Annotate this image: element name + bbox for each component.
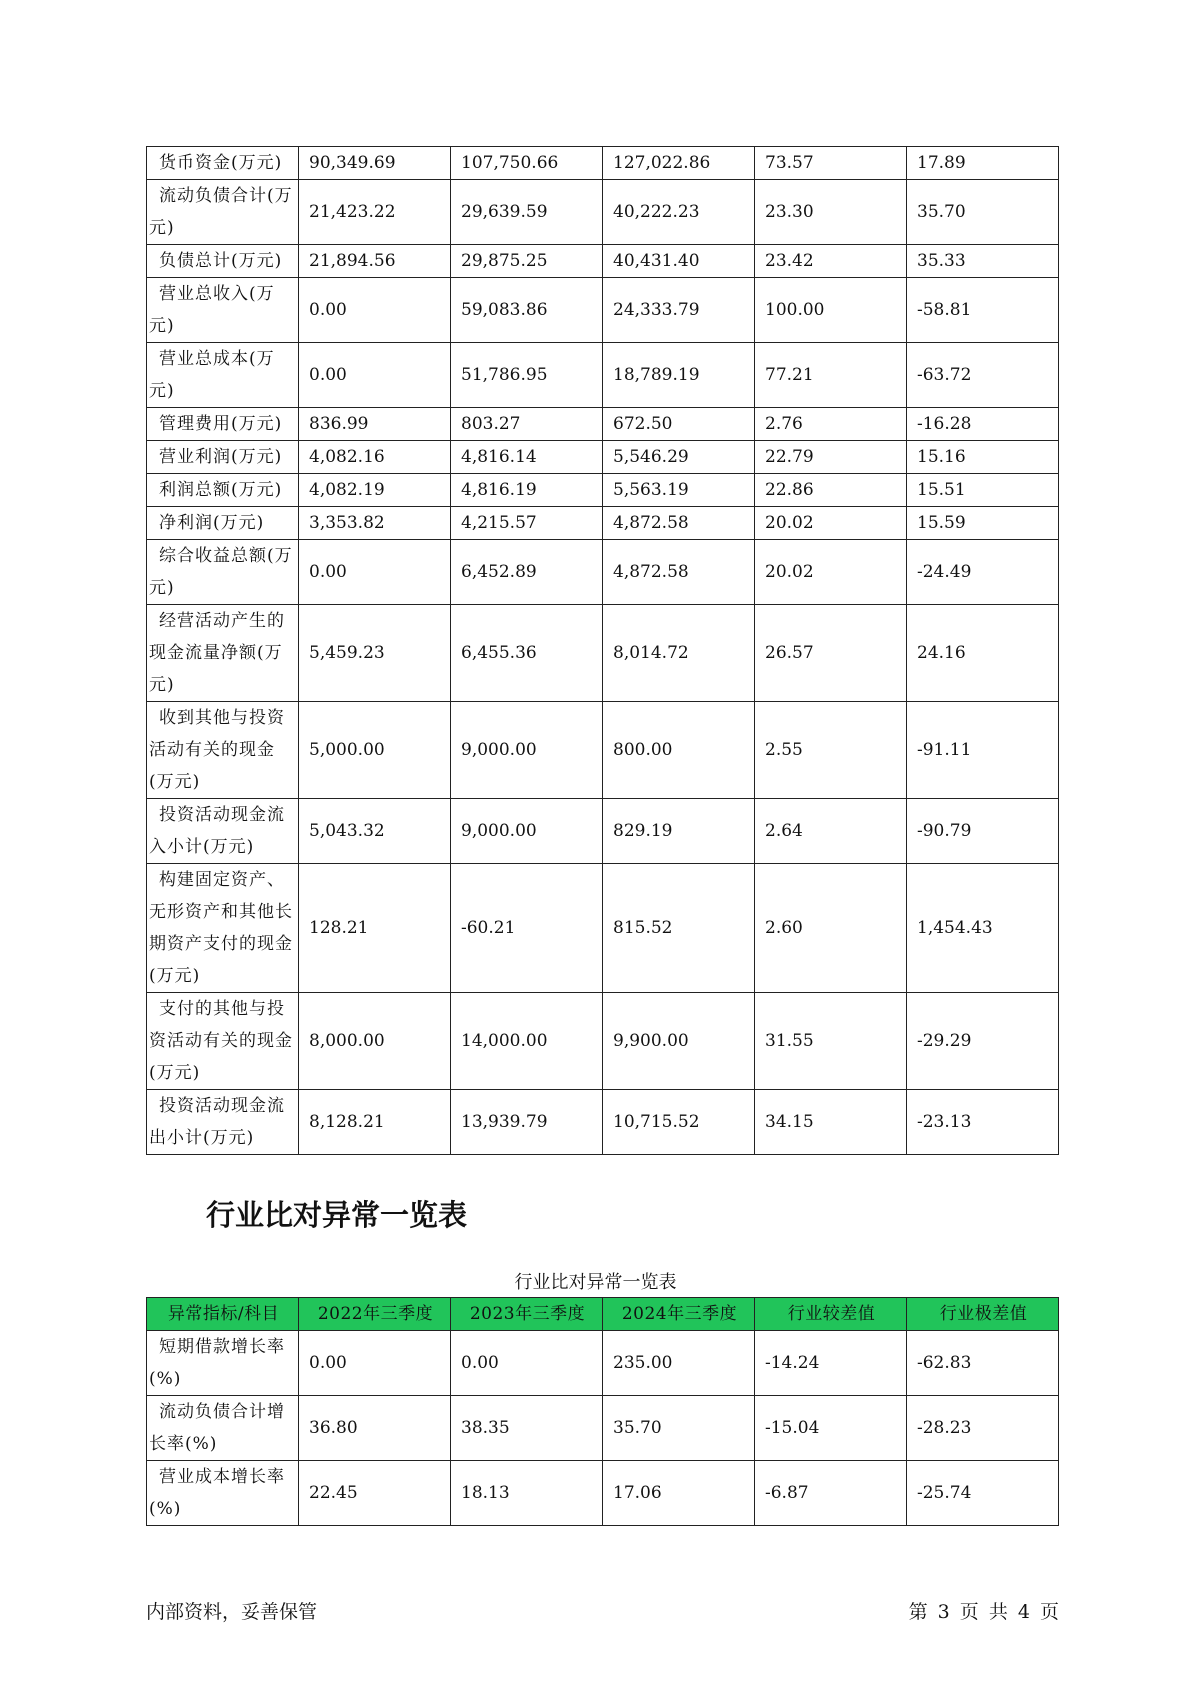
cell-2024: 18,789.19 — [603, 343, 755, 408]
cell-2022: 0.00 — [299, 343, 451, 408]
cell-industry-poor: 20.02 — [755, 540, 907, 605]
industry-comparison-table — [146, 1297, 1059, 1526]
cell-2022: 22.45 — [299, 1461, 451, 1526]
table-row — [147, 1461, 1059, 1526]
cell-2022: 128.21 — [299, 864, 451, 993]
cell-2023: 0.00 — [451, 1331, 603, 1396]
cell-industry-poor: 23.30 — [755, 180, 907, 245]
cell-industry-poor: 2.55 — [755, 702, 907, 799]
cell-industry-extreme: 15.16 — [907, 441, 1059, 474]
row-label: 货币资金(万元) — [147, 147, 299, 180]
table-caption: 行业比对异常一览表 — [514, 1272, 677, 1293]
cell-2022: 8,000.00 — [299, 993, 451, 1090]
table-row — [147, 605, 1059, 702]
cell-2024: 40,431.40 — [603, 245, 755, 278]
cell-industry-poor: 77.21 — [755, 343, 907, 408]
cell-industry-extreme: -63.72 — [907, 343, 1059, 408]
row-label: 短期借款增长率(%) — [147, 1331, 299, 1396]
section-title: 行业比对异常一览表 — [206, 1198, 468, 1232]
cell-2023: 4,215.57 — [451, 507, 603, 540]
cell-industry-extreme: -90.79 — [907, 799, 1059, 864]
header-industry-poor: 行业较差值 — [755, 1298, 907, 1331]
cell-2024: 127,022.86 — [603, 147, 755, 180]
cell-2023: 6,455.36 — [451, 605, 603, 702]
cell-industry-extreme: 35.70 — [907, 180, 1059, 245]
cell-2024: 5,546.29 — [603, 441, 755, 474]
cell-2024: 4,872.58 — [603, 507, 755, 540]
cell-industry-extreme: 15.51 — [907, 474, 1059, 507]
cell-2022: 0.00 — [299, 540, 451, 605]
header-industry-extreme: 行业极差值 — [907, 1298, 1059, 1331]
table-row — [147, 1090, 1059, 1155]
cell-industry-extreme: -16.28 — [907, 408, 1059, 441]
cell-2022: 4,082.19 — [299, 474, 451, 507]
cell-2023: 14,000.00 — [451, 993, 603, 1090]
cell-2023: 803.27 — [451, 408, 603, 441]
table-row — [147, 993, 1059, 1090]
cell-2024: 5,563.19 — [603, 474, 755, 507]
cell-2024: 17.06 — [603, 1461, 755, 1526]
cell-industry-poor: -15.04 — [755, 1396, 907, 1461]
cell-industry-extreme: -25.74 — [907, 1461, 1059, 1526]
cell-2023: 107,750.66 — [451, 147, 603, 180]
row-label: 收到其他与投资活动有关的现金(万元) — [147, 702, 299, 799]
cell-2023: 29,639.59 — [451, 180, 603, 245]
cell-2024: 35.70 — [603, 1396, 755, 1461]
cell-industry-poor: 22.79 — [755, 441, 907, 474]
cell-industry-extreme: -23.13 — [907, 1090, 1059, 1155]
cell-industry-poor: 73.57 — [755, 147, 907, 180]
row-label: 净利润(万元) — [147, 507, 299, 540]
row-label: 营业总成本(万元) — [147, 343, 299, 408]
row-label: 投资活动现金流入小计(万元) — [147, 799, 299, 864]
table-row — [147, 864, 1059, 993]
row-label: 流动负债合计(万元) — [147, 180, 299, 245]
cell-2022: 836.99 — [299, 408, 451, 441]
table-row — [147, 441, 1059, 474]
table-row — [147, 474, 1059, 507]
cell-2024: 10,715.52 — [603, 1090, 755, 1155]
table-row — [147, 343, 1059, 408]
cell-industry-poor: 100.00 — [755, 278, 907, 343]
cell-2022: 90,349.69 — [299, 147, 451, 180]
cell-2022: 4,082.16 — [299, 441, 451, 474]
cell-2024: 815.52 — [603, 864, 755, 993]
header-2022: 2022年三季度 — [299, 1298, 451, 1331]
cell-2024: 672.50 — [603, 408, 755, 441]
cell-2022: 0.00 — [299, 1331, 451, 1396]
cell-industry-poor: 34.15 — [755, 1090, 907, 1155]
cell-2023: 4,816.14 — [451, 441, 603, 474]
cell-2024: 800.00 — [603, 702, 755, 799]
table-row — [147, 540, 1059, 605]
cell-2022: 5,459.23 — [299, 605, 451, 702]
cell-industry-poor: 20.02 — [755, 507, 907, 540]
footer-page-number: 第 3 页 共 4 页 — [908, 1601, 1059, 1623]
cell-industry-extreme: -28.23 — [907, 1396, 1059, 1461]
header-2024: 2024年三季度 — [603, 1298, 755, 1331]
cell-2024: 40,222.23 — [603, 180, 755, 245]
cell-2023: 4,816.19 — [451, 474, 603, 507]
financial-data-table — [146, 146, 1059, 1155]
cell-2022: 5,000.00 — [299, 702, 451, 799]
row-label: 流动负债合计增长率(%) — [147, 1396, 299, 1461]
cell-industry-extreme: 24.16 — [907, 605, 1059, 702]
cell-2022: 21,423.22 — [299, 180, 451, 245]
table-row — [147, 180, 1059, 245]
cell-industry-extreme: -29.29 — [907, 993, 1059, 1090]
table-row — [147, 1331, 1059, 1396]
cell-2023: 59,083.86 — [451, 278, 603, 343]
row-label: 营业利润(万元) — [147, 441, 299, 474]
cell-industry-poor: 2.60 — [755, 864, 907, 993]
cell-industry-poor: 22.86 — [755, 474, 907, 507]
cell-industry-poor: 26.57 — [755, 605, 907, 702]
cell-2023: 13,939.79 — [451, 1090, 603, 1155]
cell-2023: 9,000.00 — [451, 702, 603, 799]
cell-2022: 5,043.32 — [299, 799, 451, 864]
cell-2022: 8,128.21 — [299, 1090, 451, 1155]
cell-industry-poor: 23.42 — [755, 245, 907, 278]
cell-2023: -60.21 — [451, 864, 603, 993]
row-label: 投资活动现金流出小计(万元) — [147, 1090, 299, 1155]
row-label: 利润总额(万元) — [147, 474, 299, 507]
cell-industry-extreme: 17.89 — [907, 147, 1059, 180]
row-label: 负债总计(万元) — [147, 245, 299, 278]
cell-industry-extreme: -58.81 — [907, 278, 1059, 343]
cell-2024: 9,900.00 — [603, 993, 755, 1090]
cell-2024: 829.19 — [603, 799, 755, 864]
cell-industry-poor: 2.76 — [755, 408, 907, 441]
cell-2023: 9,000.00 — [451, 799, 603, 864]
row-label: 营业总收入(万元) — [147, 278, 299, 343]
cell-industry-extreme: 35.33 — [907, 245, 1059, 278]
table-row — [147, 147, 1059, 180]
cell-industry-poor: -6.87 — [755, 1461, 907, 1526]
cell-industry-extreme: 1,454.43 — [907, 864, 1059, 993]
header-indicator: 异常指标/科目 — [147, 1298, 299, 1331]
cell-2022: 3,353.82 — [299, 507, 451, 540]
cell-2024: 235.00 — [603, 1331, 755, 1396]
cell-2022: 0.00 — [299, 278, 451, 343]
table-row — [147, 278, 1059, 343]
cell-2023: 29,875.25 — [451, 245, 603, 278]
cell-industry-poor: 2.64 — [755, 799, 907, 864]
cell-industry-extreme: -62.83 — [907, 1331, 1059, 1396]
cell-industry-extreme: -91.11 — [907, 702, 1059, 799]
cell-industry-poor: 31.55 — [755, 993, 907, 1090]
table-row — [147, 408, 1059, 441]
cell-2024: 24,333.79 — [603, 278, 755, 343]
row-label: 支付的其他与投资活动有关的现金(万元) — [147, 993, 299, 1090]
row-label: 营业成本增长率(%) — [147, 1461, 299, 1526]
row-label: 经营活动产生的现金流量净额(万元) — [147, 605, 299, 702]
footer-confidential-note: 内部资料，妥善保管 — [146, 1601, 318, 1623]
table-row — [147, 245, 1059, 278]
cell-industry-extreme: -24.49 — [907, 540, 1059, 605]
table-row — [147, 507, 1059, 540]
table-header-row — [147, 1298, 1059, 1331]
table-row — [147, 702, 1059, 799]
cell-2022: 36.80 — [299, 1396, 451, 1461]
table-row — [147, 1396, 1059, 1461]
cell-industry-extreme: 15.59 — [907, 507, 1059, 540]
header-2023: 2023年三季度 — [451, 1298, 603, 1331]
cell-2022: 21,894.56 — [299, 245, 451, 278]
cell-2023: 6,452.89 — [451, 540, 603, 605]
row-label: 管理费用(万元) — [147, 408, 299, 441]
cell-2023: 38.35 — [451, 1396, 603, 1461]
cell-2023: 51,786.95 — [451, 343, 603, 408]
cell-2024: 4,872.58 — [603, 540, 755, 605]
cell-2024: 8,014.72 — [603, 605, 755, 702]
cell-industry-poor: -14.24 — [755, 1331, 907, 1396]
row-label: 综合收益总额(万元) — [147, 540, 299, 605]
row-label: 构建固定资产、无形资产和其他长期资产支付的现金(万元) — [147, 864, 299, 993]
table-row — [147, 799, 1059, 864]
cell-2023: 18.13 — [451, 1461, 603, 1526]
